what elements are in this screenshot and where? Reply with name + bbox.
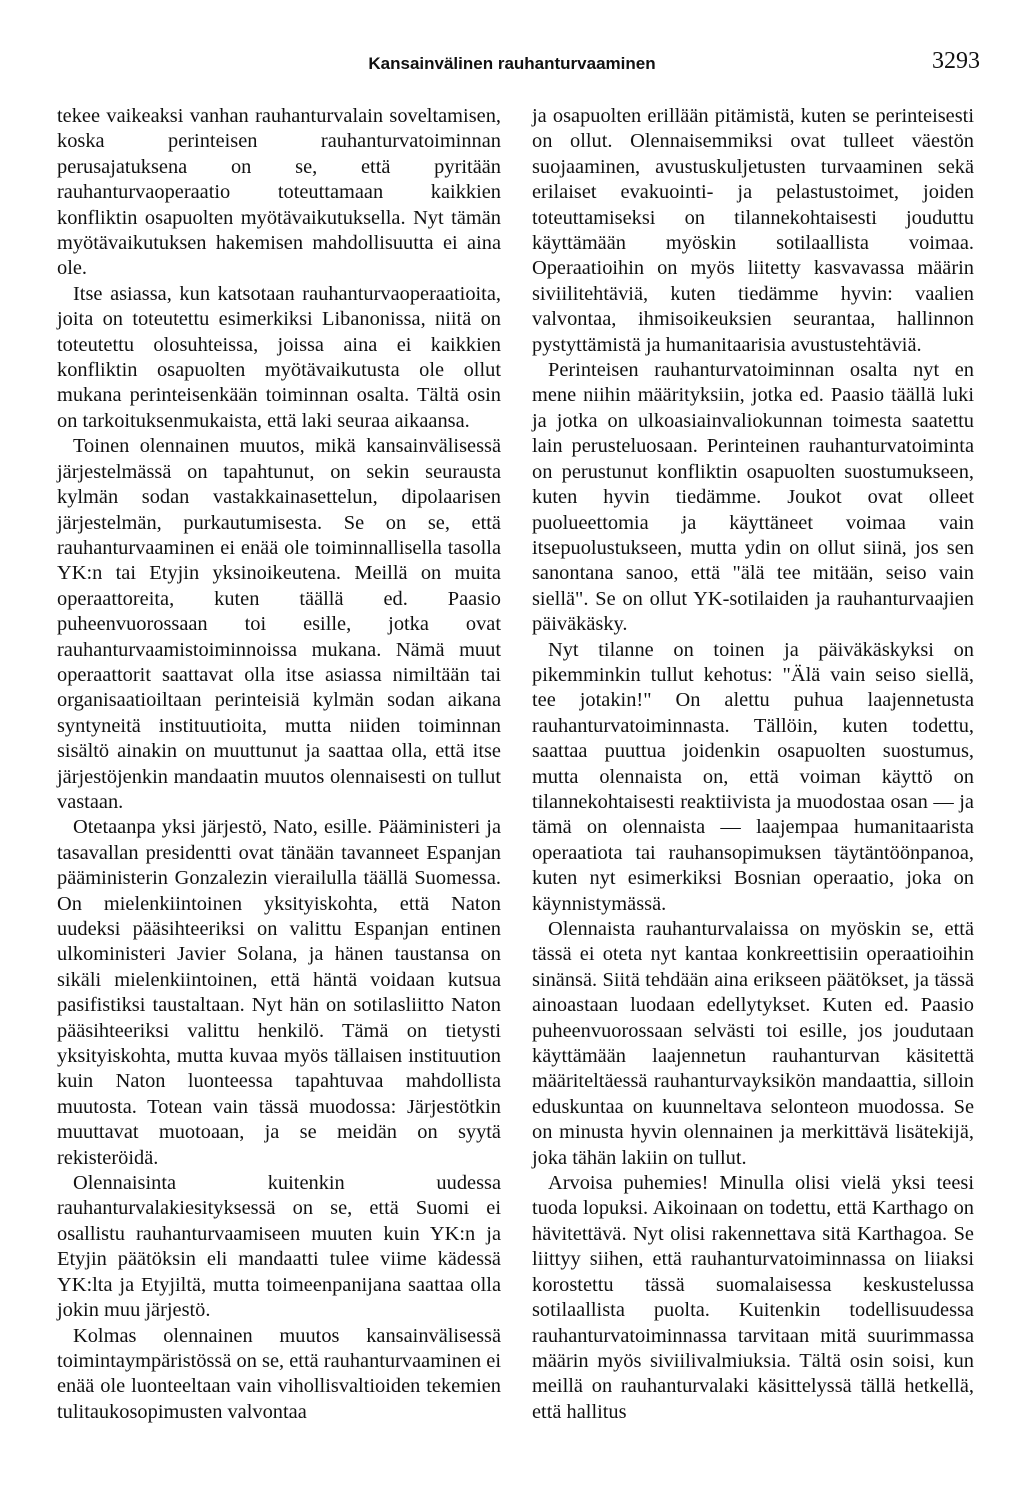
page-number: 3293 (932, 48, 980, 74)
paragraph: Kolmas olennainen muutos kansainvälisessä toimintaympäristössä on se, että rauhanturvaaminen ei enää ole luonteeltaan vain vihollisvaltioiden tekemien tulitaukosopimusten valvontaa (57, 1324, 501, 1423)
paragraph: Nyt tilanne on toinen ja päiväkäskyksi on pikemminkin tullut kehotus: "Älä vain seiso siellä, tee jotakin!" On alettu puhua laajennetusta rauhanturvatoiminnasta. Tällöin, kuten todettu, saattaa puuttua joidenkin osapuolten suostumus, mutta olennaista on, että voiman käyttö on tilannekohtaisesti reaktiivista ja muodostaa osan — ja tämä on olennaista — laajempaa humanitaarista operaatiota tai rauhansopimuksen täytäntöönpanoa, kuten nyt esimerkiksi Bosnian operaatio, joka on käynnistymässä. (532, 638, 974, 915)
running-header-title: Kansainvälinen rauhanturvaaminen (368, 54, 656, 73)
right-column (532, 104, 974, 1425)
paragraph: Olennaista rauhanturvalaissa on myöskin se, että tässä ei oteta nyt kantaa konkreettisiin operaatioihin sinänsä. Siitä tehdään aina erikseen päätökset, ja tässä ainoastaan luodaan edellytykset. Kuten ed. Paasio puheenvuorossaan selvästi toi esille, jos joudutaan käyttämään laajennetun rauhanturvan käsitettä määriteltäessä rauhanturvayksikön mandaattia, silloin eduskuntaa on kuunneltava selonteon muodossa. Se on minusta hyvin olennainen ja merkittävä lisätekijä, joka tähän lakiin on tullut. (532, 918, 974, 1169)
paragraph: Perinteisen rauhanturvatoiminnan osalta nyt en mene niihin määrityksiin, jotka ed. Paasio täällä luki ja jotka on ulkoasiainvaliokunnan toimesta saatettu lain perusteluosaan. Perinteinen rauhanturvatoiminta on perustunut konfliktin osapuolten suostumukseen, kuten hyvin tiedämme. Joukot ovat olleet puolueettomia ja käyttäneet voimaa vain itsepuolustukseen, mutta ydin on ollut siinä, jos sen sanontana sanoo, että "älä tee mitään, seiso vain siellä". Se on ollut YK-sotilaiden ja rauhanturvaajien päiväkäsky. (532, 359, 974, 636)
paragraph: Arvoisa puhemies! Minulla olisi vielä yksi teesi tuoda lopuksi. Aikoinaan on todettu, että Karthago on hävitettävä. Nyt olisi rakennettava sitä Karthagoa. Se liittyy siihen, että rauhanturvatoiminnassa on liiaksi korostettu tässä suomalaisessa keskustelussa sotilaallista puolta. Kuitenkin todellisuudessa rauhanturvatoiminnassa tarvitaan mitä suurimmassa määrin myös siviilivalmiuksia. Tältä osin soisi, kun meillä on rauhanturvalaki käsittelyssä tällä hetkellä, että hallitus (532, 1172, 974, 1423)
paragraph: Otetaanpa yksi järjestö, Nato, esille. Pääministeri ja tasavallan presidentti ovat tänään tavanneet Espanjan pääministerin Gonzalezin vierailulla täällä Suomessa. On mielenkiintoinen yksityiskohta, että Naton uudeksi pääsihteeriksi on valittu Espanjan entinen ulkoministeri Javier Solana, ja hänen taustansa on sikäli mielenkiintoinen, että häntä voidaan kutsua pasifistiksi taustaltaan. Nyt hän on sotilasliitto Naton pääsihteeriksi valittu henkilö. Tämä on tietysti yksityiskohta, mutta kuvaa myös tällaisen instituution kuin Naton luonteessa tapahtuvaa mahdollista muutosta. Totean vain tässä muodossa: Järjestötkin muuttavat muotoaan, ja se meidän on syytä rekisteröidä. (57, 816, 501, 1169)
paragraph: tekee vaikeaksi vanhan rauhanturvalain soveltamisen, koska perinteisen rauhanturvatoiminnan perusajatuksena on se, että pyritään rauhanturvaoperaatio toteuttamaan kaikkien konfliktin osapuolten myötävaikutuksella. Nyt tämän myötävaikutuksen hakemisen mahdollisuutta ei aina ole. (57, 105, 501, 280)
paragraph: Toinen olennainen muutos, mikä kansainvälisessä järjestelmässä on tapahtunut, on sekin seurausta kylmän sodan vastakkainasettelun, dipolaarisen järjestelmän, purkautumisesta. Se on se, että rauhanturvaaminen ei enää ole toiminnallisella tasolla YK:n tai Etyjin yksinoikeutena. Meillä on muita operaattoreita, kuten täällä ed. Paasio puheenvuorossaan toi esille, jotka ovat rauhanturvaamistoiminnoissa mukana. Nämä muut operaattorit saattavat olla itse asiassa nimiltään tai organisaatioiltaan perinteisiä kylmän sodan aikana syntyneitä instituutioita, mutta niiden toiminnan sisältö ainakin on muuttunut ja saattaa olla, että itse järjestöjenkin mandaatin muutos olennaisesti on tullut vastaan. (57, 435, 501, 813)
left-column (57, 104, 501, 1425)
paragraph: Itse asiassa, kun katsotaan rauhanturvaoperaatioita, joita on toteutettu esimerkiksi Libanonissa, niitä on toteutettu olosuhteissa, joissa aina ei kaikkien konfliktin osapuolten myötävaikutusta ole ollut mukana perinteisenkään toiminnan osalta. Tältä osin on tarkoituksenmukaista, että laki seuraa aikaansa. (57, 282, 501, 432)
paragraph: ja osapuolten erillään pitämistä, kuten se perinteisesti on ollut. Olennaisemmiksi ovat tulleet väestön suojaaminen, avustuskuljetusten turvaaminen sekä erilaiset evakuointi- ja pelastustoimet, joiden toteuttamiseksi on tilannekohtaisesti jouduttu käyttämään myöskin sotilaallista voimaa. Operaatioihin on myös liitetty kasvavassa määrin siviilitehtäviä, kuten tiedämme hyvin: vaalien valvontaa, ihmisoikeuksien seurantaa, hallinnon pystyttämistä ja humanitaarisia avustustehtäviä. (532, 105, 974, 356)
paragraph: Olennaisinta kuitenkin uudessa rauhanturvalakiesityksessä on se, että Suomi ei osallistu rauhanturvaamiseen muuten kuin YK:n ja Etyjin päätöksin eli mandaatti tulee viime kädessä YK:lta ja Etyjiltä, mutta toimeenpanijana saattaa olla jokin muu järjestö. (57, 1172, 501, 1322)
